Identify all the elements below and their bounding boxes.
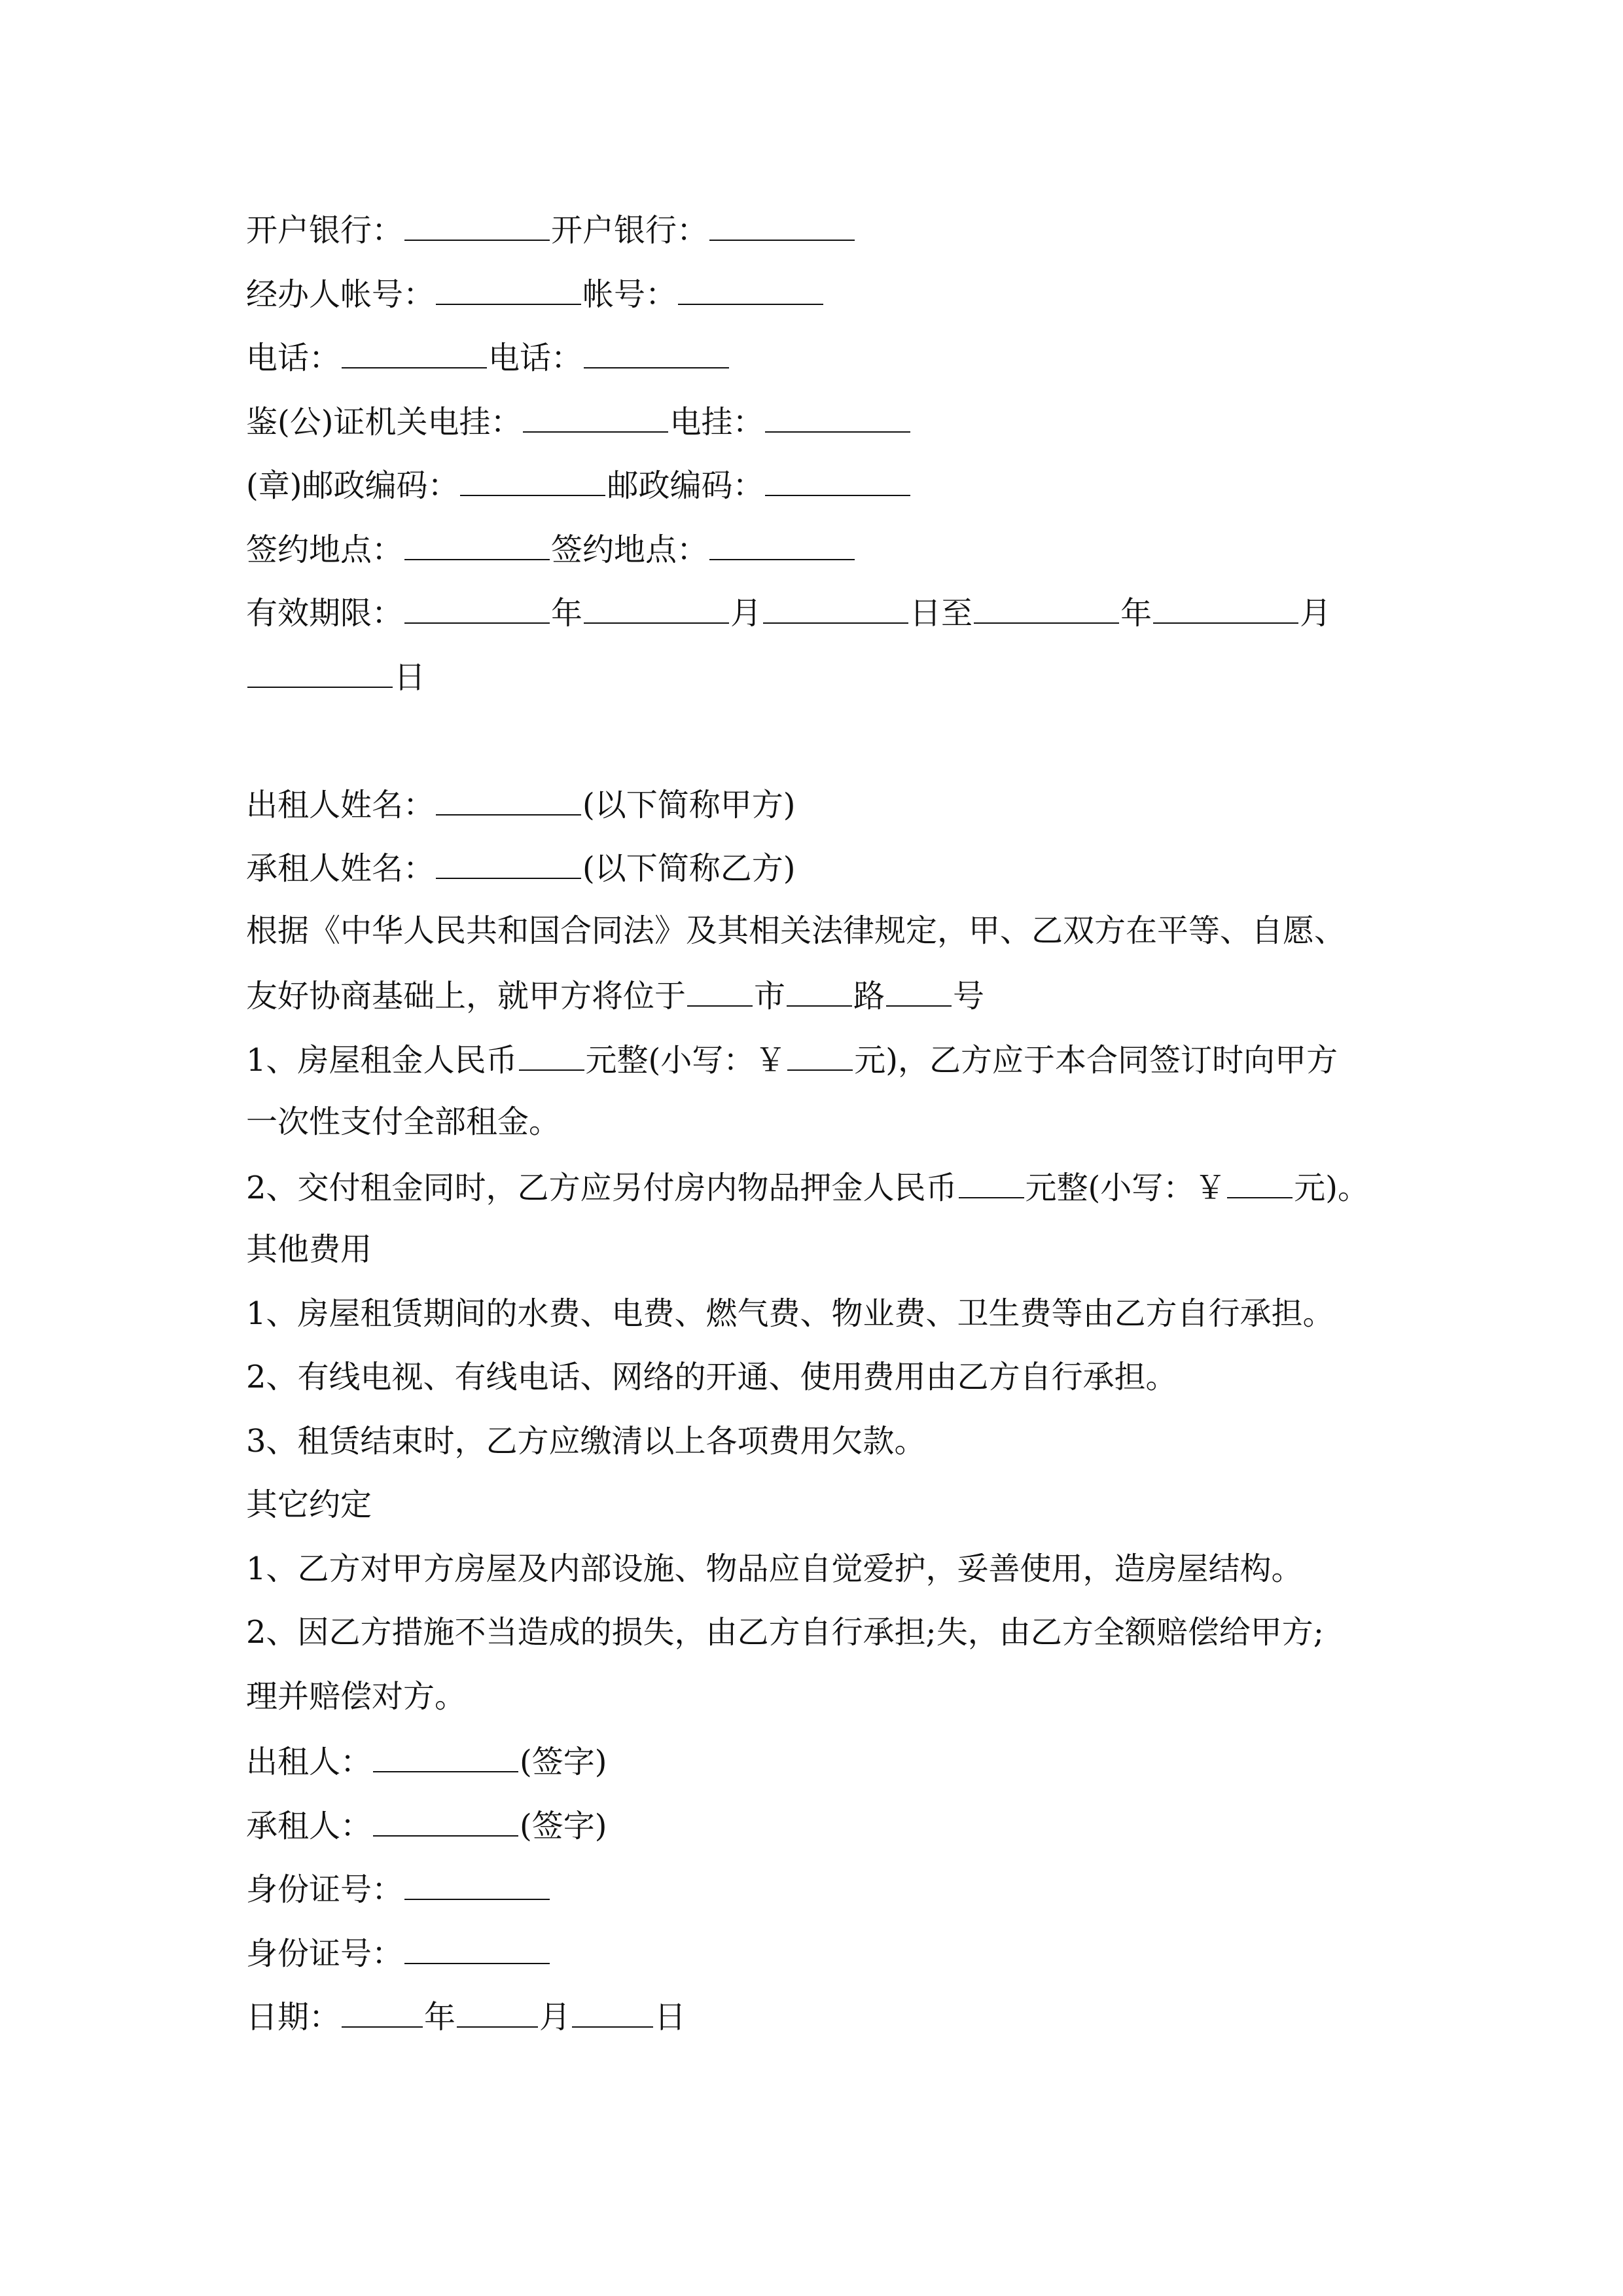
bank-label-a: 开户银行： (246, 212, 404, 249)
lessee-sign-suffix: (签字) (520, 1807, 607, 1844)
fee-item-1 (246, 1293, 1411, 1357)
postcode-blank-a[interactable] (460, 463, 605, 496)
date-day-blank[interactable] (572, 1995, 653, 2028)
term-text-1: 1、乙方对甲方房屋及内部设施、物品应自觉爱护，妥善使用，造房屋结构。 (246, 1550, 1303, 1587)
place-label-b: 签约地点： (551, 531, 709, 568)
basis-line-1 (246, 910, 1411, 975)
validity-start-day-blank[interactable] (763, 591, 908, 624)
account-blank-a[interactable] (436, 272, 581, 305)
account-label-a: 经办人帐号： (246, 276, 435, 313)
contract-page (246, 208, 1411, 2059)
other-fees-heading (246, 1229, 1411, 1293)
lessee-name-label: 承租人姓名： (246, 850, 435, 887)
lessee-name-row (246, 846, 1411, 910)
notary-label-b: 电挂： (669, 403, 764, 440)
year-label: 年 (551, 595, 583, 632)
deposit-figure-blank[interactable] (1227, 1166, 1293, 1198)
year-label: 年 (1120, 595, 1152, 632)
lessor-name-blank[interactable] (436, 783, 581, 816)
date-year-label: 年 (424, 1999, 456, 2036)
notary-row (246, 400, 1411, 464)
id-row-1 (246, 1867, 1411, 1931)
place-label-a: 签约地点： (246, 531, 404, 568)
validity-end-year-blank[interactable] (974, 591, 1119, 624)
city-label: 市 (754, 978, 786, 1014)
date-day-label: 日 (654, 1999, 687, 2036)
postcode-row (246, 463, 1411, 528)
term-item-2 (246, 1612, 1411, 1676)
lessor-name-label: 出租人姓名： (246, 786, 435, 823)
term-text-2: 2、因乙方措施不当造成的损失，由乙方自行承担;失，由乙方全额赔偿给甲方; (246, 1614, 1324, 1651)
number-label: 号 (953, 978, 985, 1014)
fee-item-2 (246, 1357, 1411, 1421)
road-label: 路 (853, 978, 885, 1014)
lessor-sign-blank[interactable] (373, 1740, 518, 1772)
lessor-sign-label: 出租人： (246, 1744, 372, 1780)
bank-blank-a[interactable] (404, 208, 550, 241)
bank-label-b: 开户银行： (551, 212, 709, 249)
phone-blank-a[interactable] (342, 336, 487, 368)
lessee-name-blank[interactable] (436, 846, 581, 879)
road-blank[interactable] (787, 974, 852, 1007)
id-row-2 (246, 1931, 1411, 1996)
rent-amount-blank[interactable] (519, 1038, 584, 1071)
term-text-2-cont: 理并赔偿对方。 (246, 1677, 467, 1715)
account-row (246, 272, 1411, 336)
date-month-label: 月 (539, 1999, 571, 2036)
rent-figure-blank[interactable] (787, 1038, 853, 1071)
validity-row-cont (246, 655, 1411, 719)
validity-row (246, 591, 1411, 655)
place-blank-a[interactable] (404, 528, 550, 560)
fee-text-3: 3、租赁结束时，乙方应缴清以上各项费用欠款。 (246, 1422, 926, 1460)
month-label: 月 (730, 595, 762, 632)
id-blank-2[interactable] (404, 1931, 550, 1964)
section-gap (246, 719, 1411, 783)
lessee-sign-row (246, 1804, 1411, 1868)
notary-blank-b[interactable] (765, 400, 910, 433)
number-blank[interactable] (886, 974, 952, 1007)
city-blank[interactable] (687, 974, 753, 1007)
date-year-blank[interactable] (342, 1995, 423, 2028)
account-blank-b[interactable] (678, 272, 823, 305)
validity-end-month-blank[interactable] (1153, 591, 1298, 624)
place-blank-b[interactable] (709, 528, 855, 560)
rent-text-2: 一次性支付全部租金。 (246, 1103, 561, 1140)
other-fees-title: 其他费用 (246, 1231, 372, 1268)
fee-text-2: 2、有线电视、有线电话、网络的开通、使用费用由乙方自行承担。 (246, 1359, 1177, 1395)
lessee-sign-label: 承租人： (246, 1807, 372, 1844)
place-row (246, 528, 1411, 592)
lessor-sign-row (246, 1740, 1411, 1804)
postcode-label-a: (章)邮政编码： (246, 467, 459, 504)
deposit-text-a: 2、交付租金同时，乙方应另付房内物品押金人民币 (246, 1169, 957, 1206)
deposit-text-b: 元整(小写：￥ (1025, 1169, 1226, 1206)
phone-row (246, 336, 1411, 400)
date-label: 日期： (246, 1999, 341, 2036)
date-month-blank[interactable] (457, 1995, 538, 2028)
id-label-2: 身份证号： (246, 1935, 404, 1972)
rent-text-b: 元整(小写：￥ (585, 1041, 787, 1079)
month-label: 月 (1300, 595, 1332, 632)
lessor-alias: (以下简称甲方) (582, 786, 796, 823)
phone-label-a: 电话： (246, 340, 341, 376)
deposit-line (246, 1166, 1411, 1230)
fee-text-1: 1、房屋租赁期间的水费、电费、燃气费、物业费、卫生费等由乙方自行承担。 (246, 1295, 1334, 1332)
postcode-blank-b[interactable] (765, 463, 910, 496)
rent-line-2 (246, 1102, 1411, 1166)
notary-blank-a[interactable] (523, 400, 668, 433)
basis-text-2: 友好协商基础上，就甲方将位于 (246, 978, 687, 1014)
rent-text-a: 1、房屋租金人民币 (246, 1041, 518, 1079)
notary-label-a: 鉴(公)证机关电挂： (246, 403, 522, 440)
date-row (246, 1995, 1411, 2059)
phone-label-b: 电话： (488, 340, 583, 376)
day-to-label: 日至 (910, 595, 973, 632)
other-terms-heading (246, 1484, 1411, 1549)
other-terms-title: 其它约定 (246, 1486, 372, 1523)
basis-text-1: 根据《中华人民共和国合同法》及其相关法律规定，甲、乙双方在平等、自愿、 (246, 912, 1346, 949)
lessor-sign-suffix: (签字) (520, 1744, 607, 1780)
deposit-amount-blank[interactable] (959, 1166, 1024, 1198)
id-blank-1[interactable] (404, 1867, 550, 1900)
term-item-2-cont (246, 1676, 1411, 1740)
postcode-label-b: 邮政编码： (607, 467, 764, 504)
validity-label: 有效期限： (246, 595, 404, 632)
validity-end-day-blank[interactable] (247, 655, 393, 688)
phone-blank-b[interactable] (584, 336, 729, 368)
rent-text-c: 元)，乙方应于本合同签订时向甲方 (854, 1041, 1338, 1079)
validity-start-month-blank[interactable] (584, 591, 729, 624)
validity-start-year-blank[interactable] (404, 591, 550, 624)
day-label: 日 (394, 658, 426, 696)
bank-blank-b[interactable] (709, 208, 855, 241)
bank-row (246, 208, 1411, 272)
fee-item-3 (246, 1421, 1411, 1485)
lessor-name-row (246, 783, 1411, 847)
basis-line-2 (246, 974, 1411, 1038)
lessee-alias: (以下简称乙方) (582, 850, 796, 887)
rent-line-1 (246, 1038, 1411, 1102)
term-item-1 (246, 1549, 1411, 1613)
deposit-text-c: 元)。 (1294, 1169, 1370, 1206)
lessee-sign-blank[interactable] (373, 1804, 518, 1837)
account-label-b: 帐号： (582, 276, 677, 313)
id-label-1: 身份证号： (246, 1871, 404, 1908)
